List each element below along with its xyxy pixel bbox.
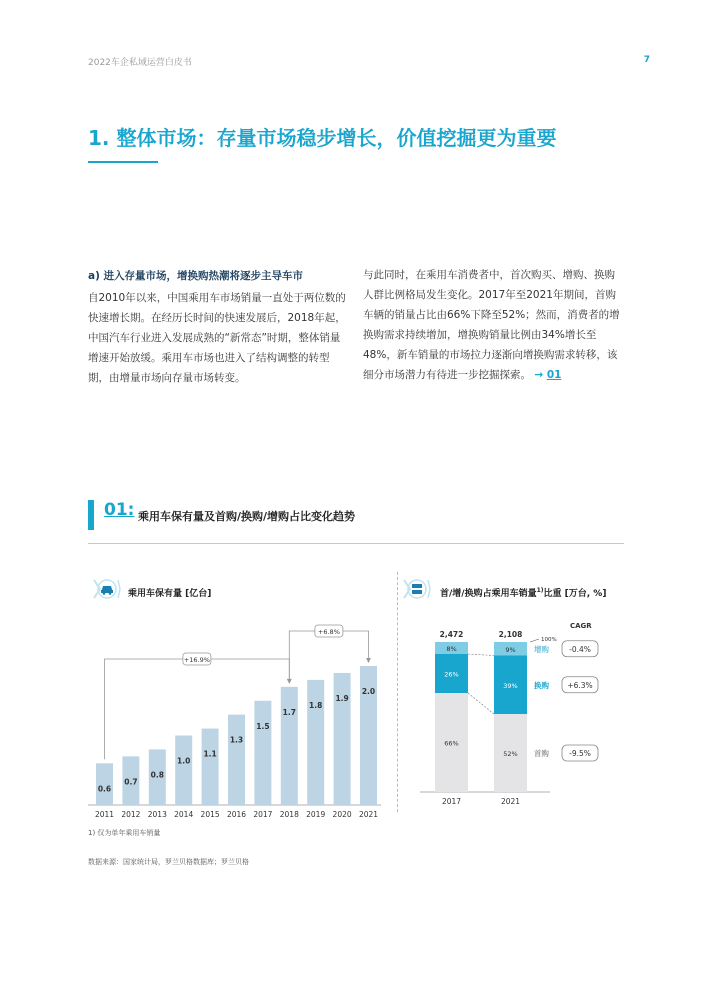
segment-label: 9% bbox=[505, 645, 516, 654]
footnote: 1) 仅为单年乘用车销量 bbox=[88, 829, 161, 837]
bar-value-label: 1.1 bbox=[203, 749, 217, 759]
arrow-down-icon bbox=[366, 658, 371, 663]
segment-label: 39% bbox=[503, 681, 518, 690]
growth-label: +6.8% bbox=[317, 628, 340, 636]
x-tick-label: 2021 bbox=[500, 797, 521, 806]
bar-value-label: 1.9 bbox=[335, 693, 349, 703]
chart2-title bbox=[440, 586, 606, 599]
page-number: 7 bbox=[643, 55, 650, 65]
x-tick-label: 2017 bbox=[253, 810, 273, 819]
x-tick-label: 2016 bbox=[226, 810, 247, 819]
cagr-value: -0.4% bbox=[569, 644, 591, 654]
bar-value-label: 1.8 bbox=[309, 700, 323, 710]
bar-2016 bbox=[228, 715, 245, 805]
subheading: a) 进入存量市场，增换购热潮将逐步主导车市 bbox=[88, 270, 304, 282]
bar-value-label: 1.0 bbox=[177, 756, 191, 766]
segment-label: 8% bbox=[446, 645, 457, 653]
chart1-title: 乘用车保有量 [亿台] bbox=[128, 589, 212, 599]
bar-value-label: 0.6 bbox=[97, 784, 112, 794]
total-label: 2,108 bbox=[498, 630, 523, 639]
bar-2019 bbox=[307, 680, 324, 805]
x-tick-label: 2013 bbox=[147, 810, 167, 819]
doc-title: 2022车企私域运营白皮书 bbox=[88, 58, 192, 68]
section-title: 1. 整体市场：存量市场稳步增长，价值挖掘更为重要 bbox=[88, 126, 557, 150]
right-paragraph-text: 与此同时，在乘用车消费者中，首次购买、增购、换购人群比例格局发生变化。2017年至2021年期间，首购车辆的销量占比由66%下降至52%；然而，消费者的增换购需求持续增加，增换购销量比例由34%增长至48%，新车销量的市场拉力逐渐向增换购需求转移，该细分市场潜力有待进一步挖掘探索。 bbox=[363, 269, 620, 381]
bar-value-label: 0.8 bbox=[150, 770, 164, 780]
vehicle-stock-chart bbox=[88, 615, 388, 840]
connector-line bbox=[468, 654, 494, 656]
total-marker-line bbox=[530, 639, 539, 642]
x-tick-label: 2011 bbox=[94, 810, 115, 819]
x-tick-label: 2021 bbox=[358, 810, 379, 819]
bar-2015 bbox=[202, 729, 219, 805]
figure-accent-bar bbox=[88, 500, 94, 530]
x-tick-label: 2019 bbox=[306, 810, 326, 819]
arrow-right-icon: → bbox=[534, 369, 544, 381]
chart2-title-text: 首/增/换购占乘用车销量 bbox=[440, 589, 537, 599]
bar-value-label: 1.3 bbox=[229, 735, 244, 745]
x-tick-label: 2017 bbox=[441, 797, 462, 806]
bar-value-label: 1.7 bbox=[282, 707, 296, 717]
growth-label: +16.9% bbox=[183, 656, 210, 664]
series-label: 增购 bbox=[534, 644, 549, 654]
x-tick-label: 2014 bbox=[174, 810, 194, 819]
x-tick-label: 2018 bbox=[279, 810, 299, 819]
data-source: 数据来源：国家统计局，罗兰贝格数据库；罗兰贝格 bbox=[88, 858, 249, 866]
figure-ref-label: 01 bbox=[546, 369, 562, 381]
left-paragraph: 自2010年以来，中国乘用车市场销量一直处于两位数的快速增长期。在经历长时间的快速发展后，2018年起，中国汽车行业进入发展成熟的“新常态”时期，整体销量增速开始放缓。乘用车市场也进入了结构调整的转型期，由增量市场向存量市场转变。 bbox=[88, 292, 346, 384]
segment-label: 66% bbox=[444, 739, 459, 748]
figure-ref-link[interactable] bbox=[534, 369, 561, 381]
x-tick-label: 2020 bbox=[332, 810, 352, 819]
figure-title: 乘用车保有量及首购/换购/增购占比变化趋势 bbox=[138, 510, 356, 523]
title-underline bbox=[88, 161, 158, 163]
x-tick-label: 2012 bbox=[121, 810, 141, 819]
figure-number: 01: bbox=[104, 500, 135, 520]
growth-bracket bbox=[289, 631, 368, 683]
bar-2018 bbox=[281, 687, 298, 805]
chart2-title-footnote: 1) bbox=[536, 587, 544, 594]
segment-label: 26% bbox=[444, 670, 459, 679]
bar-2017 bbox=[254, 701, 271, 805]
cagr-header: CAGR bbox=[570, 622, 592, 630]
total-marker-label: 100% bbox=[541, 637, 557, 643]
bar-2020 bbox=[334, 673, 351, 805]
series-label: 换购 bbox=[534, 680, 549, 690]
bar-value-label: 1.5 bbox=[256, 721, 270, 731]
bar-2014 bbox=[175, 736, 192, 806]
purchase-share-chart bbox=[410, 612, 624, 812]
chart-separator bbox=[397, 572, 398, 812]
series-label: 首购 bbox=[534, 749, 549, 758]
car-icon bbox=[92, 576, 122, 602]
segment-label: 52% bbox=[503, 750, 518, 758]
bar-value-label: 0.7 bbox=[124, 777, 138, 787]
figure-divider bbox=[88, 543, 624, 544]
bar-value-label: 2.0 bbox=[361, 687, 376, 696]
total-label: 2,472 bbox=[439, 630, 464, 639]
cagr-value: -9.5% bbox=[569, 749, 591, 758]
right-paragraph bbox=[363, 265, 625, 385]
chart2-title-suffix: 比重 [万台, %] bbox=[543, 589, 607, 599]
connector-line bbox=[468, 693, 494, 714]
cars-exchange-icon bbox=[402, 576, 432, 602]
cagr-value: +6.3% bbox=[567, 680, 593, 690]
x-tick-label: 2015 bbox=[200, 810, 220, 819]
